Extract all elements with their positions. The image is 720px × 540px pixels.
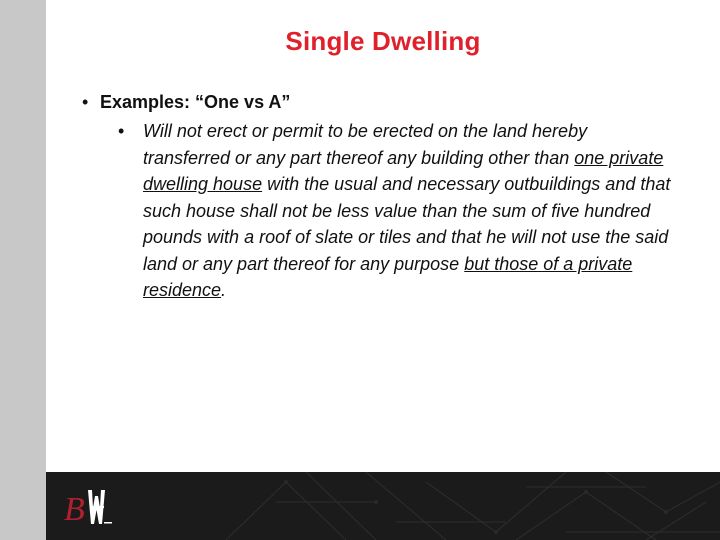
footer-band	[46, 472, 720, 540]
quote-text-part-3: .	[221, 280, 227, 300]
bullet-level-2	[118, 118, 678, 304]
bw-logo-icon	[62, 482, 122, 532]
quote-underline-2: but those of a private residence	[143, 253, 633, 300]
slide-title: Single Dwelling	[285, 26, 481, 56]
quote-underline-1: one private dwelling house	[143, 147, 664, 194]
quote-text-part-1: Will not erect or permit to be erected on the land hereby transferred or any part thereof any building other than	[143, 121, 588, 168]
footer-pattern	[46, 472, 720, 540]
bullet-level-2-text	[143, 118, 678, 304]
bullet-dot-icon: •	[82, 92, 89, 112]
quote-text-part-2: with the usual and necessary outbuildings and that such house shall not be less value than the sum of five hundred pounds with a roof of slate or tiles and that he will not use the said land or any part thereof for any purpose	[143, 174, 671, 274]
left-sidebar-band	[0, 0, 46, 540]
bullet-level-1-text: Examples: “One vs A”	[100, 92, 291, 112]
bullet-level-1	[82, 92, 702, 113]
slide-content	[46, 0, 720, 472]
bullet-dot-icon: •	[118, 121, 125, 141]
svg-text:B: B	[64, 491, 85, 528]
